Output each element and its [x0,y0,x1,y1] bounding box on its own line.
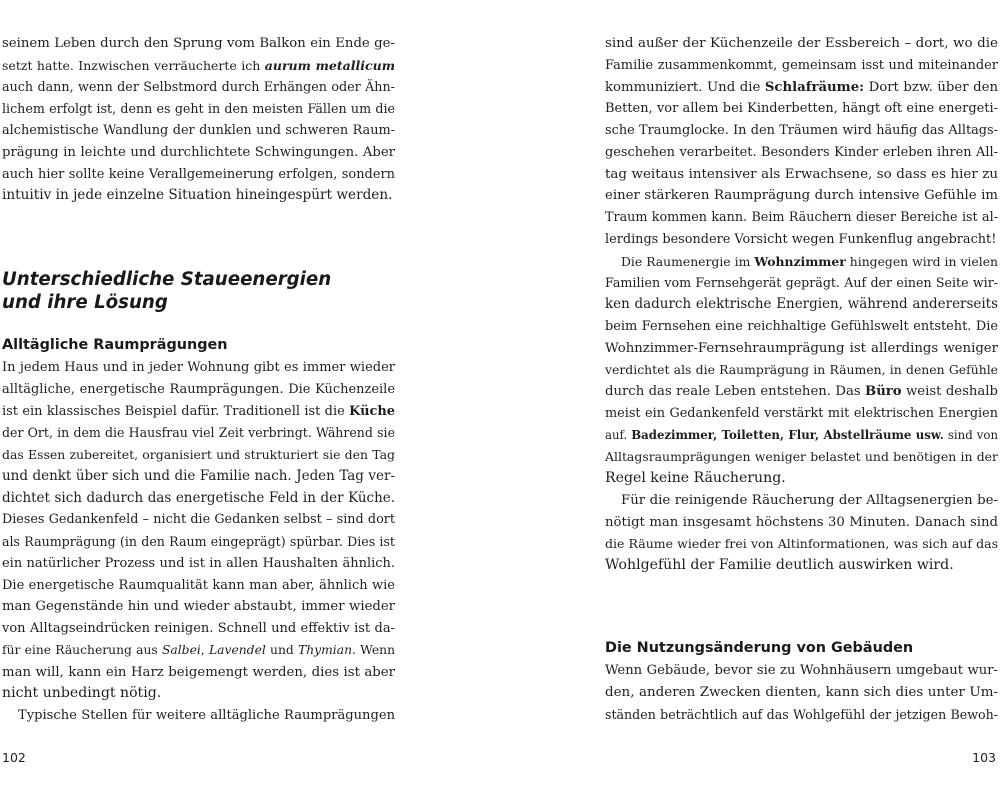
paragraph-building-usage: Wenn Gebäude, bevor sie zu Wohnhäusern umgebaut wur- den, anderen Zwecken dienten, kann sich dies unter Um- ständen beträchtlich auf das Wohlgefühl der jetzigen Bewoh- [605,663,998,722]
term-kueche: Küche [349,403,395,419]
herb-salbei: Salbei [161,642,201,657]
subheading-building-usage: Die Nutzungsänderung von Gebäuden [605,640,914,656]
herb-lavendel: Lavendel [208,642,266,657]
page-number-left: 102 [2,750,26,765]
term-buero: Büro [865,384,902,399]
left-page [0,0,395,800]
paragraph-typical-places: Typische Stellen für weitere alltägliche Raumprägungen [18,708,395,723]
term-nebenraeume: Badezimmer, Toiletten, Flur, Abstellräume usw. [631,427,944,442]
paragraph-everyday-imprints: In jedem Haus und in jeder Wohnung gibt es immer wieder alltägliche, energetische Raumprägungen. Die Küchenzeile ist ein klassisches Beispiel dafür. Traditionell ist die Küche der Ort, in dem die Hausfrau viel Zeit verbringt. Während sie das Essen zubereitet, organisiert und strukturiert sie den Tag und denkt über sich und die Familie nach. Jeden Tag ver- dichtet sich dadurch das energetische Feld in der Küche. Dieses Gedankenfeld – nicht die Gedanken selbst – sind dort als Raumprägung (in den Raum eingeprägt) spürbar. Dies ist ein natürlicher Prozess und ist in allen Haushalten ähnlich. Die energetische Raumqualität kann man aber, ähnlich wie man Gegenstände hin und wieder abstaubt, immer wieder von Alltagseindrücken reinigen. Schnell und effektiv ist da- für eine Räucherung aus Salbei, Lavendel und Thymian. Wenn man will, kann ein Harz beigemengt werden, dies ist aber nicht unbedingt nötig. Typische Stellen für weitere alltägliche Raumprägungen [2,357,395,727]
herb-thymian: Thymian [297,642,353,657]
subheading-everyday-imprints: Alltägliche Raumprägungen [2,337,228,353]
page-number-right: 103 [972,750,996,765]
term-schlafraeume: Schlafräume: [764,79,865,95]
paragraph-continuation: sind außer der Küchenzeile der Essbereich – dort, wo die Familie zusammenkommt, gemeinsam isst und miteinander kommuniziert. Und die Schlafräume: Dort bzw. über den Betten, vor allem bei Kinderbetten, hängt oft eine energeti- sche Traumglocke. In den Träumen wird häufig das Alltags- geschehen verarbeitet. Besonders Kinder erleben ihren All- tag weitaus intensiver als Erwachsene, so dass es hier zu einer stärkeren Raumprägung durch intensive Gefühle im Traum kommen kann. Beim Räuchern dieser Bereiche ist al- lerdings besondere Vorsicht wegen Funkenflug angebracht! Die Raumenergie im Wohnzimmer hingegen wird in vielen Familien vom Fernsehgerät geprägt. Auf der einen Seite wir- ken dadurch elektrische Energien, während andererseits beim Fernsehen eine reichhaltige Gefühlswelt entsteht. Die Wohnzimmer-Fernsehraumprägung ist allerdings weniger verdichtet als die Raumprägung in Räumen, in denen Gefühle durch das reale Leben entstehen. Das Büro weist deshalb meist ein Gedankenfeld verstärkt mit elektrischen Energien auf. Badezimmer, Toiletten, Flur, Abstellräume usw. sind von Alltagsraumprägungen weniger belastet und benötigen in der Regel keine Räucherung. Für die reinigende Räucherung der Alltagsenergien be- nötigt man insgesamt höchstens 30 Minuten. Danach sind die Räume wieder frei von Altinformationen, was sich auf das Wohlgefühl der Familie deutlich auswirken wird. [605,36,999,573]
section-heading: Unterschiedliche Staueenergien und ihre Lösung [2,269,332,313]
paragraph-cleansing: Für die reinigende Räucherung der Alltagsenergien be- [621,492,998,508]
intro-paragraph: seinem Leben durch den Sprung vom Balkon ein Ende ge- setzt hatte. Inzwischen verräucherte ich aurum metallicum auch dann, wenn der Selbstmord durch Erhängen oder Ähn- lichem erfolgt ist, denn es geht in den meisten Fällen um die alchemistische Wandlung der dunklen und schweren Raum- prägung in leichte und durchlichtete Schwingungen. Aber auch hier sollte keine Verallgemeinerung erfolgen, sondern intuitiv in jede einzelne Situation hineingespürt werden. [2,36,395,204]
term-wohnzimmer: Wohnzimmer [754,253,846,269]
emphasis-term: aurum metallicum [264,57,395,73]
right-page [605,0,998,800]
